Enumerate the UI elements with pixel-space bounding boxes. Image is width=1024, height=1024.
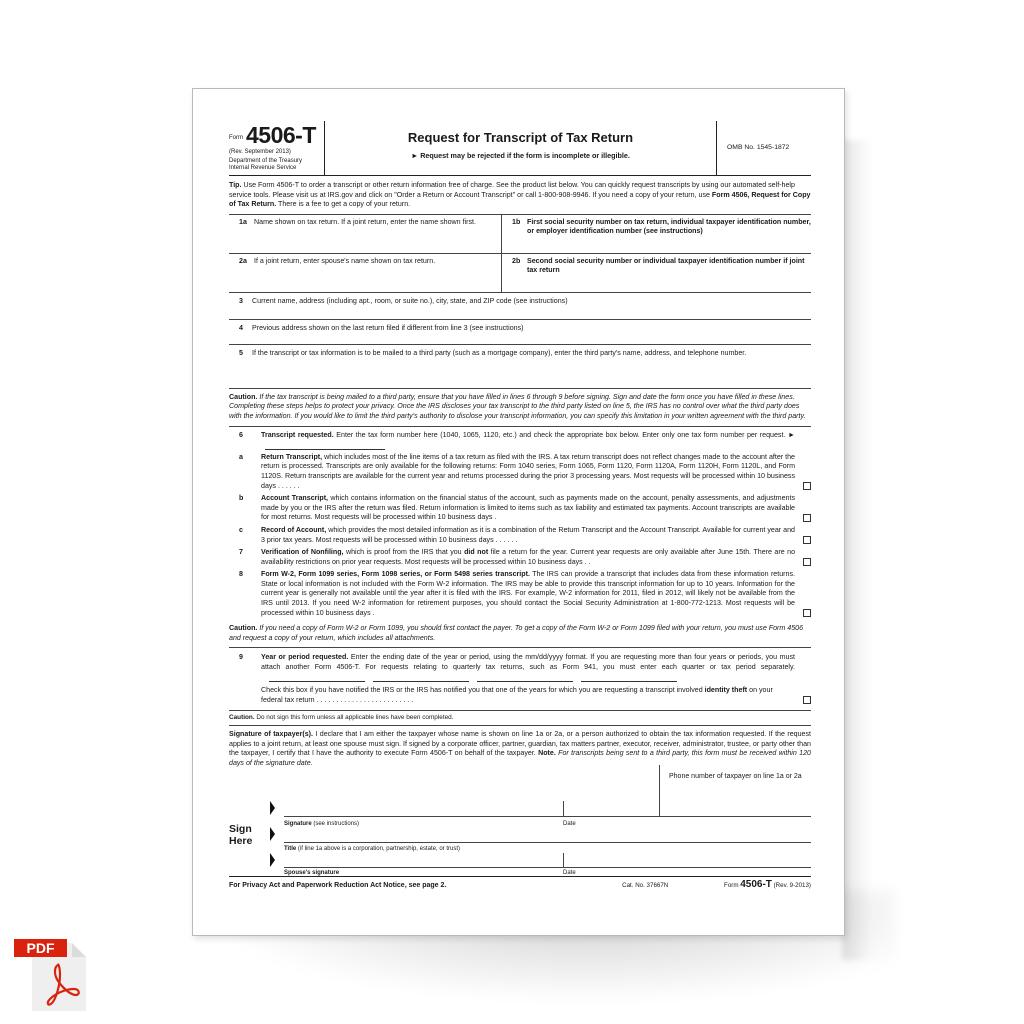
date-divider: [563, 801, 564, 817]
verification-nonfiling-checkbox[interactable]: [803, 558, 811, 566]
tip-bold: Form 4506, Request for Copy of Tax Return.: [229, 190, 811, 209]
signature-label: [284, 820, 359, 830]
form-page: [192, 88, 845, 936]
catalog-number: Cat. No. 37667N: [622, 882, 669, 890]
identity-theft-row: [229, 686, 811, 705]
item-text: which contains information on the financial status of the account, such as payments made on the account, penalty assessments, and adjustments made by you or the IRS after the return was filed. Return information is limited to items such as tax liability and estimated tax payments. Account transcripts are available for most returns. Most requests will be processed within 10 business days: [261, 494, 796, 522]
sign-here-label: [229, 823, 252, 847]
footer-revision: (Rev. 9-2013): [771, 882, 811, 890]
leader-dots: . .: [582, 557, 591, 566]
period-inputs: [269, 674, 677, 682]
tip-text-2: There is a fee to get a copy of your return.: [276, 200, 411, 209]
item-number: 7: [239, 548, 243, 557]
item-text: which is proof from the IRS that you: [343, 548, 465, 557]
signature-input[interactable]: [284, 816, 811, 817]
line-3-label: Current name, address (including apt., room, or suite no.), city, state, and ZIP code (see instructions): [252, 296, 568, 305]
item-title: Record of Account,: [261, 525, 327, 534]
item-title: Verification of Nonfiling,: [261, 548, 344, 557]
omb-number: OMB No. 1545-1872: [716, 121, 811, 175]
caution-text: If the tax transcript is being mailed to a third party, ensure that you have filled in lines 6 through 9 before signing. Sign and date the form once you have filled in these lines. Completing these steps helps to protect your privacy. Once the IRS discloses your tax transcript to the third party listed on line 5, the IRS has no control over what the third party does with the information. If you would like to limit the third party's authority to disclose your transcript information, you can specify this limitation in your written agreement with the third party.: [229, 392, 806, 420]
leader-dots: . . . . . .: [493, 535, 518, 544]
signature-declaration-label: Signature of taxpayer(s).: [229, 730, 314, 738]
caution-label: Caution.: [229, 392, 258, 401]
item-6a-return-transcript: [229, 453, 811, 491]
line-6-number: 6: [239, 430, 243, 439]
sign-arrow-icon: [270, 853, 275, 867]
item-number: b: [239, 494, 244, 503]
signature-declaration: [229, 726, 811, 773]
sign-arrow-icon: [270, 827, 275, 841]
line-1a-label: Name shown on tax return. If a joint return, enter the name shown first.: [254, 217, 476, 226]
account-transcript-checkbox[interactable]: [803, 514, 811, 522]
form-title: Request for Transcript of Tax Return: [407, 130, 634, 145]
here-word: Here: [229, 835, 253, 848]
phone-label: Phone number of taxpayer on line 1a or 2a: [669, 773, 802, 781]
signature-declaration-text: I declare that I am either the taxpayer whose name is shown on line 1a or 2a, or a person authorized to obtain the tax information requested. If the request applies to a joint return, at least one spouse must sign. If signed by a corporate officer, partner, guardian, tax matters partner, executor, receiver, administrator, trustee, or party other than the taxpayer, I certify that I have the authority to execute Form 4506-T on behalf of the taxpayer.: [229, 730, 811, 758]
line-1-row: [229, 215, 811, 254]
tip-label: Tip.: [229, 181, 242, 189]
item-7-verification-nonfiling: [229, 548, 811, 567]
line-2a-label: If a joint return, enter spouse's name shown on tax return.: [254, 256, 436, 265]
tip-text: Use Form 4506-T to order a transcript or other return information free of charge. See the product list below. You can quickly request transcripts by using our automated self-help service tools. Please visit us at IRS.gov and click on "Order a Return or Account Transcript" or call 1-800-908-9946. If you need a copy of your return, use: [229, 181, 795, 199]
leader-dots: . . . . . .: [275, 481, 300, 490]
identity-theft-checkbox[interactable]: [803, 696, 811, 704]
period-input-1[interactable]: [269, 674, 365, 682]
footer-form-number: 4506-T: [740, 879, 772, 891]
line-9-section: [229, 648, 811, 711]
item-title: Account Transcript,: [261, 494, 329, 503]
line-1a-number: 1a: [239, 217, 247, 226]
line-1b-label: First social security number on tax return, individual taxpayer identification number, or employer identification number (see instructions): [527, 217, 811, 236]
form-id-block: [229, 121, 325, 175]
leader-dots: . . . . . . . . . . . . . . . . . . . . . . . . .: [314, 695, 414, 704]
line-2b-label: Second social security number or individual taxpayer identification number if joint tax return: [527, 256, 805, 275]
form-revision: (Rev. September 2013): [229, 149, 291, 155]
caution-w2-copy: [229, 621, 811, 648]
signature-label-bold: Signature: [284, 821, 312, 828]
page-shadow-right: [842, 140, 872, 960]
title-label-rest: (if line 1a above is a corporation, partnership, estate, or trust): [296, 846, 460, 853]
sign-arrow-icon: [270, 801, 275, 815]
spouse-label-bold: Spouse's signature: [284, 870, 340, 877]
form-number: 4506-T: [246, 122, 316, 148]
line-2a-number: 2a: [239, 256, 247, 265]
line-6: [229, 431, 811, 450]
line-2-row: [229, 254, 811, 293]
date-divider-2: [563, 853, 564, 867]
form-title-block: [325, 121, 716, 175]
leader-dots: .: [370, 608, 375, 617]
privacy-notice: For Privacy Act and Paperwork Reduction Act Notice, see page 2.: [229, 882, 447, 890]
caution-do-not-sign: [229, 711, 811, 726]
item-title: Form W-2, Form 1099 series, Form 1098 series, or Form 5498 series transcript.: [261, 570, 530, 579]
line-9-number: 9: [239, 653, 243, 662]
sign-word: Sign: [229, 823, 252, 836]
line-3-field[interactable]: [229, 293, 811, 320]
line-6-text: Enter the tax form number here (1040, 1065, 1120, etc.) and check the appropriate box below. Enter only one tax form number per request. ►: [333, 430, 795, 439]
title-input[interactable]: [284, 842, 811, 843]
line-1a-field[interactable]: [229, 215, 502, 253]
period-input-3[interactable]: [477, 674, 573, 682]
period-input-2[interactable]: [373, 674, 469, 682]
item-8-w2-1099-transcript: [229, 570, 811, 618]
note-text: For transcripts being sent to a third party, this form must be received within 120 days of the signature date.: [229, 749, 811, 767]
line-9-title: Year or period requested.: [261, 653, 349, 662]
caution-third-party: [229, 389, 811, 427]
item-number: a: [239, 452, 243, 461]
signature-label-rest: (see instructions): [311, 821, 360, 828]
spouse-date-label: Date: [563, 870, 576, 877]
item-text: which provides the most detailed information as it is a combination of the Return Transcript and the Account Transcript. Available for current year and 3 prior tax years. Most requests will be processed within 10 business days: [261, 525, 795, 544]
line-5-label: If the transcript or tax information is to be mailed to a third party (such as a mortgage company), enter the third party's name, address, and telephone number.: [252, 348, 747, 357]
pdf-label: PDF: [26, 940, 55, 956]
form-header: [229, 121, 811, 176]
form-4506t: [229, 121, 811, 891]
line-2a-field[interactable]: [229, 254, 502, 292]
caution-label: Caution.: [229, 714, 255, 722]
title-label: [284, 845, 460, 855]
line-3-number: 3: [239, 296, 243, 305]
spouse-signature-label: [284, 869, 339, 879]
item-text: which includes most of the line items of a tax return as filed with the IRS. A tax return transcript does not reflect changes made to the account after the return is processed. Transcripts are only available for the following returns: Form 1040 series, Form 1065, Form 1120, Form 1120A, Form 1120H, Form 1120L, and Form 1120S. Return transcripts are available for the current year and returns processed during the prior 3 processing years. Most requests will be processed within 10 business days: [261, 452, 795, 490]
item-title: Return Transcript,: [261, 452, 323, 461]
spouse-signature-input[interactable]: [284, 867, 811, 868]
sign-here-area: [229, 773, 811, 876]
line-9: [229, 653, 811, 682]
form-subtitle: ► Request may be rejected if the form is incomplete or illegible.: [411, 151, 630, 160]
identity-theft-text-2: on your federal tax return: [261, 686, 773, 704]
line-4-number: 4: [239, 323, 243, 332]
identity-theft-text: Check this box if you have notified the IRS or the IRS has notified you that one of the years for which you are requesting a transcript involved: [261, 686, 705, 695]
form-word: Form: [229, 135, 243, 142]
caution-text: Do not sign this form unless all applicable lines have been completed.: [254, 714, 454, 722]
w2-1099-transcript-checkbox[interactable]: [803, 609, 811, 617]
title-label-bold: Title: [284, 846, 297, 853]
item-emphasis: did not: [464, 548, 489, 557]
line-9-text: Enter the ending date of the year or period, using the mm/dd/yyyy format. If you are requesting more than four years or periods, you must attach another Form 4506-T. For requests relating to quarterly tax returns, such as Form 941, you must enter each quarter or tax period separately.: [261, 653, 795, 672]
footer-form-word: Form: [724, 882, 741, 890]
record-of-account-checkbox[interactable]: [803, 536, 811, 544]
line-1b-field[interactable]: [502, 215, 811, 253]
item-6b-account-transcript: [229, 494, 811, 523]
return-transcript-checkbox[interactable]: [803, 482, 811, 490]
item-number: c: [239, 525, 243, 534]
tip-section: [229, 176, 811, 215]
line-5-number: 5: [239, 348, 243, 357]
item-number: 8: [239, 570, 243, 579]
line-5-field[interactable]: [229, 345, 811, 389]
note-label: Note.: [538, 749, 556, 758]
line-6-section: [229, 427, 811, 619]
item-6c-record-of-account: [229, 526, 811, 545]
department-line-2: Internal Revenue Service: [229, 165, 297, 171]
line-2b-number: 2b: [512, 256, 521, 265]
item-text-2: file a return for the year. Current year requests are only available after June 15th. There are no availability restrictions on prior year requests. Most requests will be processed within 10 business days: [261, 548, 796, 566]
item-text: The IRS can provide a transcript that includes data from these information returns. State or local information is not included with the Form W-2 information. The IRS may be able to provide this transcript information for up to 10 years. Information for the current year is generally not available until the year after it is filed with the IRS. For example, W-2 information for 2011, filed in 2012, will likely not be available from the IRS until 2013. If you need W-2 information for retirement purposes, you should contact the Social Security Administration at 1-800-772-1213. Most requests will be processed within 10 business days: [261, 570, 795, 617]
line-4-field[interactable]: [229, 320, 811, 345]
line-2b-field[interactable]: [502, 254, 811, 292]
pdf-file-icon: [14, 937, 90, 1013]
leader-dots: .: [492, 513, 497, 522]
line-6-title: Transcript requested.: [261, 430, 334, 439]
date-label: Date: [563, 821, 576, 828]
phone-divider: [659, 765, 660, 817]
department-line-1: Department of the Treasury: [229, 158, 303, 164]
caution-label: Caution.: [229, 624, 258, 633]
line-1b-number: 1b: [512, 217, 521, 226]
identity-theft-emphasis: identity theft: [704, 686, 748, 695]
caution-text: If you need a copy of Form W-2 or Form 1099, you should first contact the payer. To get a copy of the Form W-2 or Form 1099 filed with your return, you must use Form 4506 and request a copy of your return, which includes all attachments.: [229, 624, 804, 642]
department: [229, 158, 324, 172]
period-input-4[interactable]: [581, 674, 677, 682]
tax-form-number-input[interactable]: [265, 442, 385, 450]
footer-form-id: [724, 880, 811, 891]
line-4-label: Previous address shown on the last return filed if different from line 3 (see instructions): [252, 323, 524, 332]
